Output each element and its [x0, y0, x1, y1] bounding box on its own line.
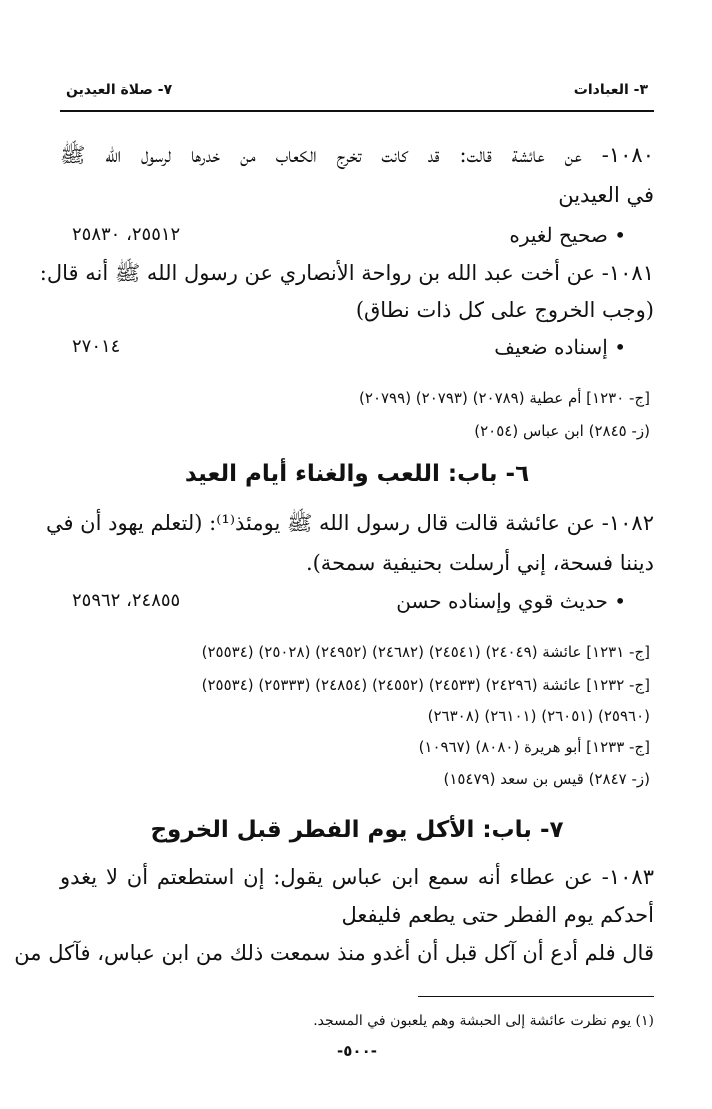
reference-line: (ز- ٢٨٤٧) قيس بن سعد (١٥٤٧٩) — [443, 770, 650, 788]
hadith-1082-grade-row — [60, 586, 654, 616]
hadith-1082-text-line-1: ١٠٨٢- عن عائشة قالت قال رسول الله ﷺ يومئذ⁽¹⁾: (لتعلم يهود أن في — [45, 511, 654, 535]
footnote-rule — [418, 996, 654, 997]
book-page — [14, 0, 654, 1109]
hadith-1082-text-line-2: ديننا فسحة، إني أرسلت بحنيفية سمحة). — [305, 551, 654, 575]
hadith-1083-text-line-2: أحدكم يوم الفطر حتى يطعم فليفعل — [341, 903, 654, 927]
hadith-1080-grade: • صحيح لغيره — [509, 223, 626, 247]
hadith-1080-text-line-2: في العيدين — [558, 183, 654, 207]
page-number: -٥٠٠- — [337, 1042, 377, 1060]
hadith-1081-text-line-2: (وجب الخروج على كل ذات نطاق) — [355, 298, 654, 322]
running-header — [60, 76, 654, 106]
hadith-1082-ref-numbers: ٢٤٨٥٥، ٢٥٩٦٢ — [72, 590, 181, 611]
reference-line: [ج- ١٢٣٠] أم عطية (٢٠٧٨٩) (٢٠٧٩٣) (٢٠٧٩٩) — [359, 389, 650, 407]
hadith-1081-grade-row — [60, 332, 654, 362]
hadith-1083-text-line-1: ١٠٨٣- عن عطاء أنه سمع ابن عباس يقول: إن استطعتم أن لا يغدو — [60, 865, 654, 889]
reference-line: (٢٥٩٦٠) (٢٦٠٥١) (٢٦١٠١) (٢٦٣٠٨) — [427, 707, 650, 725]
chapter-heading-6: ٦- باب: اللعب والغناء أيام العيد — [184, 461, 530, 487]
hadith-1082-grade: • حديث قوي وإسناده حسن — [396, 589, 626, 613]
hadith-1083-text-line-3: قال فلم أدع أن آكل قبل أن أغدو منذ سمعت ذلك من ابن عباس، فآكل من — [14, 941, 654, 965]
chapter-heading-7: ٧- باب: الأكل يوم الفطر قبل الخروج — [150, 817, 564, 843]
hadith-1080-text-line-1: ١٠٨٠- عن عائشة قالت: قد كانت تخرج الكعاب من خدرها لرسول الله ﷺ — [60, 143, 654, 167]
header-rule — [60, 110, 654, 112]
hadith-1080-grade-row — [60, 220, 654, 250]
hadith-1081-ref-numbers: ٢٧٠١٤ — [72, 336, 121, 357]
header-volume-title: ٣- العبادات — [573, 82, 648, 98]
reference-line: [ج- ١٢٣٣] أبو هريرة (٨٠٨٠) (١٠٩٦٧) — [418, 738, 650, 756]
hadith-1081-text-line-1: ١٠٨١- عن أخت عبد الله بن رواحة الأنصاري عن رسول الله ﷺ أنه قال: — [39, 261, 654, 285]
header-chapter-title: ٧- صلاة العيدين — [66, 82, 173, 98]
hadith-1081-grade: • إسناده ضعيف — [494, 335, 626, 359]
reference-line: (ز- ٢٨٤٥) ابن عباس (٢٠٥٤) — [474, 422, 650, 440]
footnote: (١) يوم نظرت عائشة إلى الحبشة وهم يلعبون في المسجد. — [313, 1013, 654, 1029]
reference-line: [ج- ١٢٣٢] عائشة (٢٤٢٩٦) (٢٤٥٣٣) (٢٤٥٥٢) (٢٤٨٥٤) (٢٥٣٣٣) (٢٥٥٣٤) — [201, 676, 650, 694]
hadith-1080-ref-numbers: ٢٥٥١٢، ٢٥٨٣٠ — [72, 224, 181, 245]
reference-line: [ج- ١٢٣١] عائشة (٢٤٠٤٩) (٢٤٥٤١) (٢٤٦٨٢) (٢٤٩٥٢) (٢٥٠٢٨) (٢٥٥٣٤) — [201, 643, 650, 661]
